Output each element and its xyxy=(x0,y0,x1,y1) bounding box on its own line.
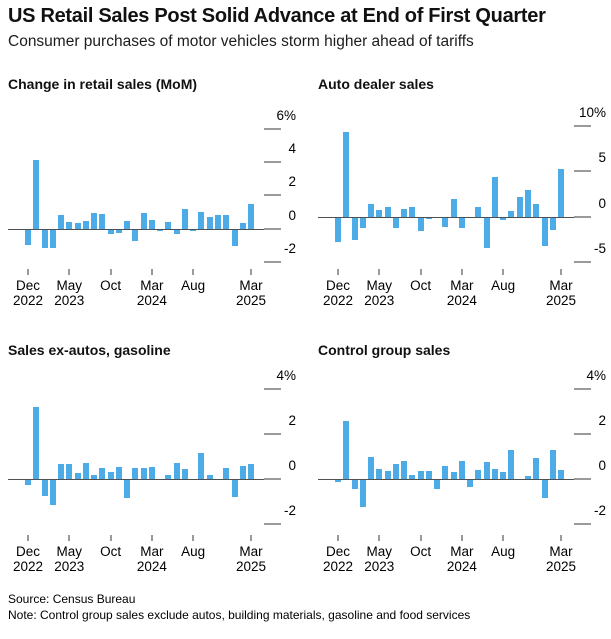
bar-jan-2025 xyxy=(542,480,548,498)
x-tick-label: Oct xyxy=(100,278,122,293)
bar-dec-2022 xyxy=(335,218,341,242)
x-tick xyxy=(151,535,153,541)
bar-feb-2023 xyxy=(42,230,48,248)
bar-dec-2023 xyxy=(124,480,130,498)
x-tick-label: Mar 2024 xyxy=(446,544,477,574)
y-tick xyxy=(574,261,591,263)
y-tick xyxy=(264,478,281,480)
x-tick-label: Mar 2024 xyxy=(136,544,167,574)
note-line: Note: Control group sales exclude autos, building materials, gasoline and food services xyxy=(8,608,471,622)
x-tick xyxy=(68,535,70,541)
x-tick-label: May 2023 xyxy=(364,544,395,574)
bar-feb-2025 xyxy=(550,450,556,479)
bar-oct-2023 xyxy=(108,230,114,234)
x-tick xyxy=(461,269,463,275)
bar-mar-2023 xyxy=(50,230,56,248)
x-tick-label: Mar 2025 xyxy=(545,278,577,308)
x-tick xyxy=(27,269,29,275)
x-tick xyxy=(250,535,252,541)
bar-jul-2024 xyxy=(492,469,498,479)
x-tick xyxy=(420,269,422,275)
x-tick xyxy=(192,535,194,541)
bar-feb-2025 xyxy=(240,466,246,479)
bar-feb-2024 xyxy=(451,472,457,479)
y-tick-label: 4 xyxy=(288,141,296,156)
bar-sep-2023 xyxy=(99,214,105,229)
x-tick xyxy=(461,535,463,541)
bar-jul-2023 xyxy=(393,218,399,229)
x-tick-label: Mar 2025 xyxy=(235,278,267,308)
bar-sep-2024 xyxy=(198,453,204,479)
bar-feb-2025 xyxy=(550,218,556,231)
y-tick xyxy=(264,128,281,130)
bar-jun-2024 xyxy=(174,230,180,234)
bar-jan-2023 xyxy=(343,132,349,217)
zero-axis-line xyxy=(318,479,578,480)
x-tick xyxy=(560,535,562,541)
y-tick-label: 6% xyxy=(276,107,296,123)
bar-jun-2023 xyxy=(385,207,391,217)
panel-change-in-retail-sales xyxy=(8,76,308,326)
bar-dec-2022 xyxy=(25,230,31,245)
y-tick xyxy=(264,261,281,263)
bar-oct-2023 xyxy=(418,471,424,479)
bar-aug-2023 xyxy=(401,209,407,216)
bar-dec-2024 xyxy=(223,468,229,479)
bar-feb-2023 xyxy=(42,480,48,496)
bar-sep-2023 xyxy=(409,207,415,217)
y-tick-label: 4% xyxy=(276,368,296,384)
bar-plot xyxy=(318,368,606,533)
x-tick xyxy=(560,269,562,275)
x-tick-label: May 2023 xyxy=(364,278,395,308)
bar-dec-2024 xyxy=(223,215,229,228)
bar-aug-2023 xyxy=(91,213,97,229)
x-tick xyxy=(192,269,194,275)
bar-mar-2024 xyxy=(149,467,155,479)
bar-may-2023 xyxy=(376,469,382,479)
bar-jul-2023 xyxy=(393,464,399,479)
y-tick xyxy=(574,125,591,127)
y-tick xyxy=(574,433,591,435)
bar-feb-2024 xyxy=(141,213,147,229)
source-line: Source: Census Bureau xyxy=(8,592,136,606)
x-tick-label: Mar 2025 xyxy=(545,544,577,574)
bar-apr-2023 xyxy=(368,204,374,217)
y-tick-label: 2 xyxy=(288,174,296,190)
bar-oct-2024 xyxy=(517,197,523,217)
bar-dec-2024 xyxy=(533,458,539,479)
y-tick xyxy=(264,523,281,525)
x-tick xyxy=(110,269,112,275)
bar-mar-2023 xyxy=(360,480,366,507)
bar-apr-2023 xyxy=(58,464,64,479)
y-tick-label: 0 xyxy=(598,195,606,211)
zero-axis-line xyxy=(318,217,578,218)
x-tick xyxy=(420,535,422,541)
y-tick xyxy=(574,388,591,390)
bar-jun-2023 xyxy=(385,471,391,479)
bar-oct-2023 xyxy=(418,218,424,232)
zero-axis-line xyxy=(8,229,268,230)
x-tick xyxy=(151,269,153,275)
x-tick xyxy=(502,535,504,541)
bar-oct-2024 xyxy=(207,217,213,229)
y-tick xyxy=(264,161,281,163)
bar-jan-2023 xyxy=(33,160,39,228)
page-title: US Retail Sales Post Solid Advance at End of First Quarter xyxy=(8,5,546,27)
bar-plot xyxy=(318,105,606,267)
panel-auto-dealer-sales xyxy=(318,76,611,326)
bar-jan-2023 xyxy=(343,421,349,479)
x-tick-label: Oct xyxy=(410,278,432,293)
y-tick-label: -5 xyxy=(593,240,606,256)
y-tick-label: -2 xyxy=(283,503,296,518)
y-tick-label: 2 xyxy=(288,413,296,429)
bar-jun-2024 xyxy=(484,218,490,249)
bar-jan-2025 xyxy=(232,480,238,497)
y-tick-label: 10% xyxy=(578,105,606,121)
x-tick xyxy=(337,535,339,541)
y-tick xyxy=(574,478,591,480)
x-tick-label: Mar 2024 xyxy=(446,278,477,308)
x-tick xyxy=(27,535,29,541)
x-tick-label: Mar 2025 xyxy=(235,544,267,574)
bar-mar-2024 xyxy=(459,461,465,479)
bar-nov-2023 xyxy=(116,230,122,233)
bar-dec-2023 xyxy=(434,480,440,489)
x-tick-label: Aug xyxy=(491,278,516,293)
y-tick-label: 0 xyxy=(288,207,296,223)
y-tick-label: -2 xyxy=(593,503,606,518)
panel-sales-ex-autos-gasoline xyxy=(8,342,308,592)
y-tick xyxy=(574,216,591,218)
x-tick-label: Oct xyxy=(410,544,432,559)
bar-apr-2023 xyxy=(58,215,64,228)
bar-aug-2024 xyxy=(500,472,506,479)
bar-sep-2024 xyxy=(198,212,204,229)
x-tick xyxy=(110,535,112,541)
bar-plot xyxy=(8,368,296,533)
y-tick-label: -2 xyxy=(283,241,296,256)
bar-mar-2023 xyxy=(360,218,366,229)
bar-dec-2024 xyxy=(533,204,539,217)
bar-jul-2023 xyxy=(83,221,89,229)
bar-jan-2024 xyxy=(132,230,138,242)
chart-title: Auto dealer sales xyxy=(318,76,434,92)
bar-plot xyxy=(8,107,296,267)
bar-dec-2023 xyxy=(124,221,130,229)
y-tick-label: 0 xyxy=(598,458,606,474)
y-tick-label: 2 xyxy=(598,413,606,429)
x-tick xyxy=(502,269,504,275)
x-tick xyxy=(250,269,252,275)
x-tick xyxy=(378,269,380,275)
bar-aug-2023 xyxy=(401,461,407,479)
x-tick xyxy=(378,535,380,541)
x-tick-label: May 2023 xyxy=(54,278,85,308)
y-tick xyxy=(264,194,281,196)
bar-sep-2023 xyxy=(99,468,105,479)
bar-jan-2025 xyxy=(232,230,238,247)
y-tick xyxy=(574,170,591,172)
bar-jun-2024 xyxy=(484,462,490,479)
y-tick-label: 4% xyxy=(586,368,606,384)
bar-feb-2024 xyxy=(451,199,457,216)
x-tick-label: Dec 2022 xyxy=(322,278,354,308)
x-tick-label: Aug xyxy=(181,278,206,293)
bar-jun-2024 xyxy=(174,463,180,479)
bar-nov-2023 xyxy=(116,467,122,479)
y-tick-label: 5 xyxy=(598,150,606,166)
bar-nov-2023 xyxy=(426,471,432,479)
y-tick xyxy=(264,388,281,390)
bar-jul-2024 xyxy=(182,209,188,229)
y-tick xyxy=(574,523,591,525)
y-tick-label: 0 xyxy=(288,458,296,474)
bar-may-2024 xyxy=(475,207,481,217)
bar-jul-2023 xyxy=(83,463,89,479)
bar-dec-2022 xyxy=(25,480,31,484)
bar-jan-2023 xyxy=(33,407,39,479)
bar-jan-2024 xyxy=(132,468,138,479)
bar-may-2023 xyxy=(66,464,72,479)
chart-title: Sales ex-autos, gasoline xyxy=(8,342,171,358)
x-tick-label: Dec 2022 xyxy=(12,544,44,574)
bar-may-2023 xyxy=(66,222,72,229)
bar-feb-2024 xyxy=(141,468,147,479)
bar-apr-2024 xyxy=(467,480,473,487)
x-tick xyxy=(68,269,70,275)
bar-may-2024 xyxy=(165,222,171,229)
zero-axis-line xyxy=(8,479,268,480)
bar-sep-2024 xyxy=(508,450,514,479)
bar-mar-2024 xyxy=(459,218,465,229)
bar-jul-2024 xyxy=(492,177,498,217)
bar-feb-2023 xyxy=(352,480,358,489)
x-tick-label: Dec 2022 xyxy=(322,544,354,574)
page-subtitle: Consumer purchases of motor vehicles storm higher ahead of tariffs xyxy=(8,33,474,50)
bar-feb-2023 xyxy=(352,218,358,241)
x-tick-label: Aug xyxy=(181,544,206,559)
x-tick-label: Mar 2024 xyxy=(136,278,167,308)
bar-nov-2024 xyxy=(525,190,531,216)
x-axis xyxy=(8,535,268,585)
y-tick xyxy=(264,228,281,230)
x-axis xyxy=(8,269,268,319)
x-tick-label: Dec 2022 xyxy=(12,278,44,308)
bar-nov-2024 xyxy=(215,215,221,228)
panel-control-group-sales xyxy=(318,342,611,592)
chart-title: Control group sales xyxy=(318,342,451,358)
x-axis xyxy=(318,535,578,585)
bar-oct-2023 xyxy=(108,472,114,479)
chart-title: Change in retail sales (MoM) xyxy=(8,76,198,92)
x-tick-label: Oct xyxy=(100,544,122,559)
y-tick xyxy=(264,433,281,435)
x-tick-label: May 2023 xyxy=(54,544,85,574)
bar-jul-2024 xyxy=(182,469,188,479)
bar-jan-2024 xyxy=(442,218,448,227)
bar-jan-2024 xyxy=(442,466,448,479)
x-axis xyxy=(318,269,578,319)
bar-aug-2024 xyxy=(500,218,506,221)
bar-jan-2025 xyxy=(542,218,548,247)
bar-may-2024 xyxy=(475,470,481,479)
bar-mar-2024 xyxy=(149,220,155,229)
bar-apr-2023 xyxy=(368,457,374,479)
x-tick xyxy=(337,269,339,275)
x-tick-label: Aug xyxy=(491,544,516,559)
bar-mar-2023 xyxy=(50,480,56,505)
